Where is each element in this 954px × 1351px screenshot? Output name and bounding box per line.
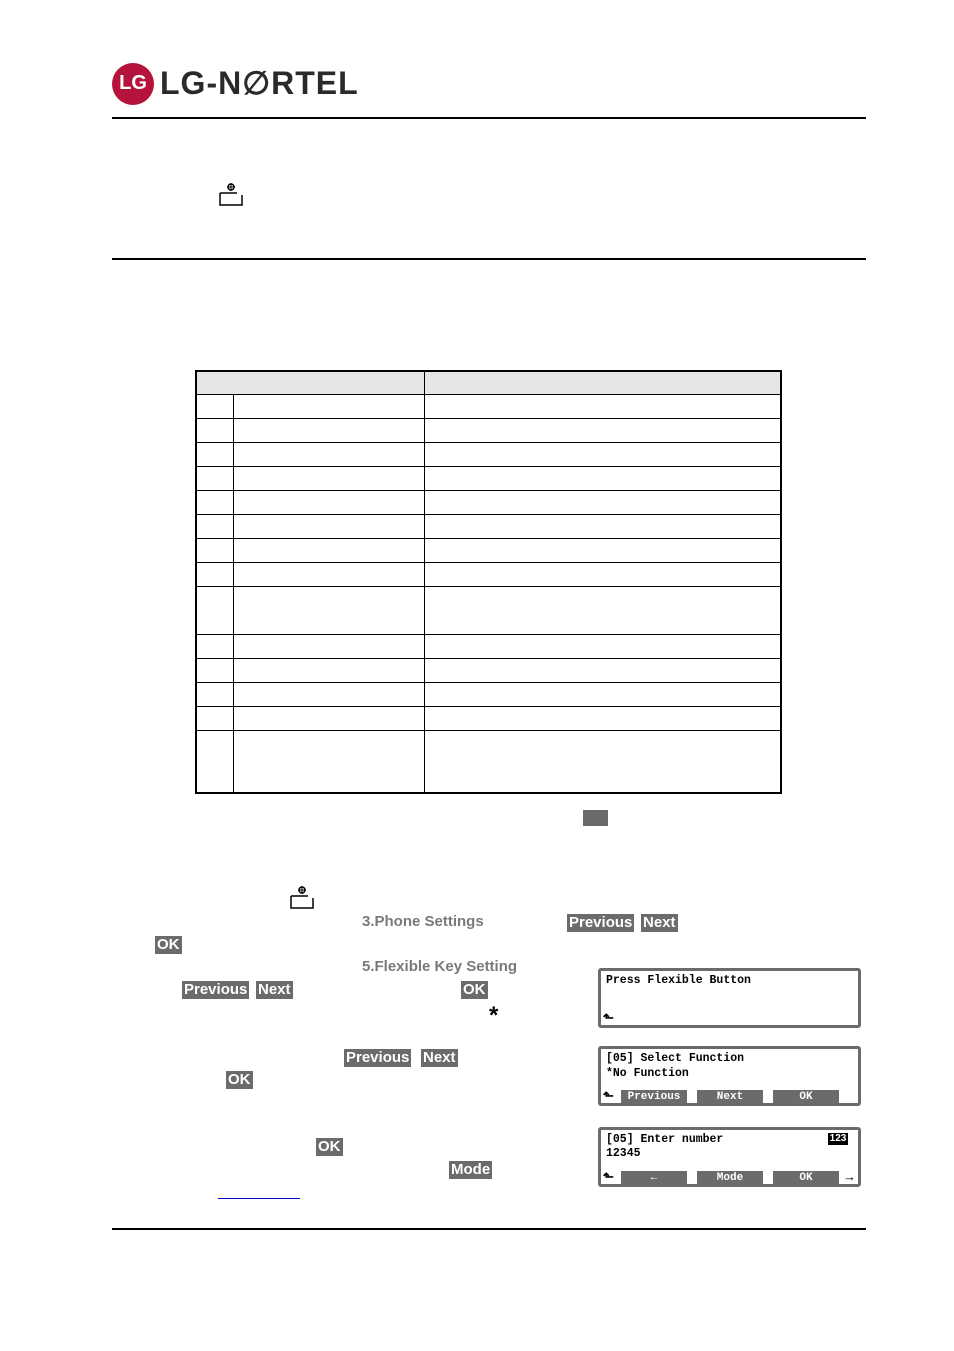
up-arrow-icon: ⬑: [603, 1010, 614, 1025]
previous-key: Previous: [569, 914, 633, 931]
mode-key: Mode: [451, 1161, 491, 1178]
section-rule: [112, 258, 866, 260]
table-row: [196, 587, 781, 635]
up-arrow-icon: ⬑: [603, 1169, 614, 1184]
next-key: Next: [258, 981, 291, 998]
menu-key-icon: [288, 885, 316, 911]
table-row: [196, 395, 781, 419]
softkey-back: ←: [621, 1171, 687, 1185]
table-row: [196, 539, 781, 563]
table-row: [196, 683, 781, 707]
table-row: [196, 731, 781, 794]
table-row: [196, 707, 781, 731]
logo-mark-text: LG: [119, 72, 147, 94]
right-arrow-icon: →: [843, 1169, 856, 1184]
table-row: [196, 515, 781, 539]
softkey-next: Next: [697, 1090, 763, 1104]
numeric-mode-badge: 123: [829, 1133, 847, 1144]
brand-name: LG-N∅RTEL: [160, 65, 359, 101]
table-header-cell: [425, 371, 782, 395]
ok-key: OK: [463, 981, 486, 998]
lcd-press-flexible: [598, 968, 861, 1028]
menu-key-icon: [217, 182, 245, 208]
lcd-select-function: [598, 1046, 861, 1106]
next-key: Next: [423, 1049, 456, 1066]
table-row: [196, 467, 781, 491]
softkey-previous: Previous: [621, 1090, 687, 1104]
ok-key: OK: [157, 936, 180, 953]
lcd-line: Press Flexible Button: [606, 974, 751, 987]
inline-key-box: [583, 810, 608, 826]
next-key: Next: [643, 914, 676, 931]
previous-key: Previous: [346, 1049, 410, 1066]
lcd-line: *No Function: [606, 1067, 689, 1080]
function-table: [195, 370, 782, 794]
star-key: *: [489, 1002, 499, 1029]
reference-link[interactable]: [218, 1198, 300, 1199]
menu-flexible-key: 5.Flexible Key Setting: [362, 958, 518, 975]
lcd-line: [05] Enter number: [606, 1133, 724, 1146]
lcd-line: 12345: [606, 1147, 641, 1160]
previous-key: Previous: [184, 981, 248, 998]
up-arrow-icon: ⬑: [603, 1088, 614, 1103]
table-row: [196, 563, 781, 587]
footer-rule: [112, 1228, 866, 1230]
lg-logo-mark: [112, 63, 154, 105]
lcd-enter-number: [598, 1127, 861, 1187]
table-header-cell: [196, 371, 425, 395]
table-row: [196, 443, 781, 467]
table-row: [196, 659, 781, 683]
menu-phone-settings: 3.Phone Settings: [362, 913, 484, 930]
softkey-ok: OK: [773, 1171, 839, 1185]
softkey-mode: Mode: [697, 1171, 763, 1185]
table-row: [196, 635, 781, 659]
lcd-line: [05] Select Function: [606, 1052, 745, 1065]
table-row: [196, 419, 781, 443]
header-rule: [112, 117, 866, 119]
table-row: [196, 491, 781, 515]
softkey-ok: OK: [773, 1090, 839, 1104]
ok-key: OK: [228, 1071, 251, 1088]
ok-key: OK: [318, 1138, 341, 1155]
